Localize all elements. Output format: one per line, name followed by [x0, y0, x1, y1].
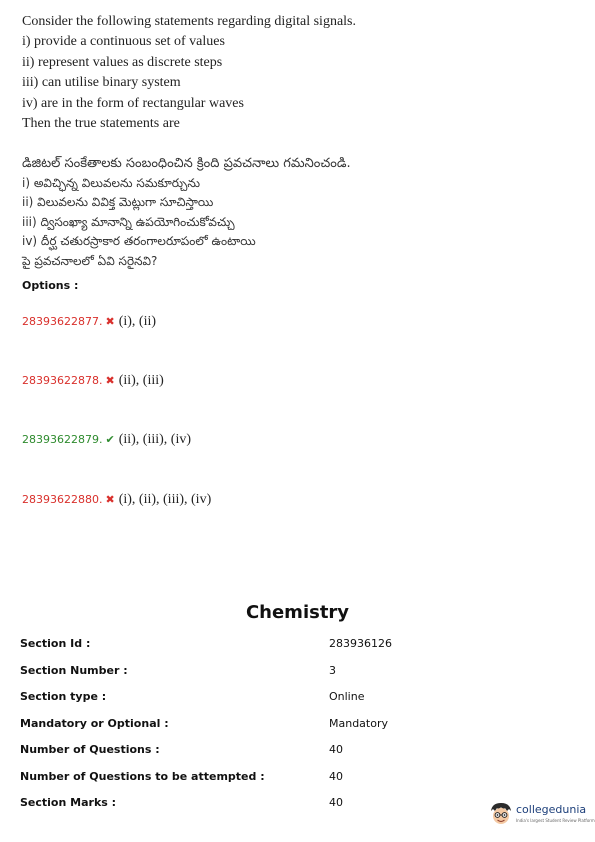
logo-tagline: India's largest Student Review Platform — [516, 818, 595, 823]
cross-icon: ✖ — [105, 374, 115, 387]
option-text: (i), (ii) — [118, 314, 157, 329]
option-text: (ii), (iii), (iv) — [118, 432, 192, 447]
option-id: 28393622877. — [22, 315, 103, 328]
question-line: Then the true statements are — [22, 116, 180, 132]
question-line: i) అవిచ్ఛిన్న విలువలను సమకూర్చును — [22, 175, 200, 190]
option-id: 28393622878. — [22, 374, 103, 387]
info-key: Section Marks : — [20, 796, 117, 809]
question-text-english — [22, 12, 356, 134]
option-4[interactable] — [22, 490, 211, 508]
info-value: 283936126 — [329, 637, 392, 650]
option-id: 28393622879. — [22, 433, 103, 446]
section-info-row — [20, 717, 580, 733]
info-value: 40 — [329, 796, 343, 809]
section-title: Chemistry — [245, 602, 350, 623]
question-line: పై ప్రవచనాలలో ఏవి సరైనవి? — [22, 253, 158, 268]
section-info-row — [20, 690, 580, 706]
section-info-row — [20, 637, 580, 653]
info-value: 40 — [329, 770, 343, 783]
info-value: Mandatory — [329, 717, 389, 730]
question-line: ii) represent values as discrete steps — [22, 54, 223, 70]
question-line: iii) can utilise binary system — [22, 75, 181, 91]
option-text: (i), (ii), (iii), (iv) — [118, 492, 212, 507]
question-text-telugu — [22, 154, 351, 271]
question-line: i) provide a continuous set of values — [22, 34, 225, 50]
info-value: 3 — [329, 664, 336, 677]
option-id: 28393622880. — [22, 493, 103, 506]
option-2[interactable] — [22, 371, 164, 389]
info-value: Online — [329, 690, 365, 703]
info-key: Mandatory or Optional : — [20, 717, 169, 730]
question-line: iv) are in the form of rectangular waves — [22, 95, 244, 111]
question-line: డిజిటల్ సంకేతాలకు సంబంధించిన క్రింది ప్రవచనాలు గమనించండి. — [22, 156, 351, 171]
question-line: iii) ద్విసంఖ్యా మానాన్ని ఉపయోగించుకోవచ్చు — [22, 214, 235, 229]
info-key: Section Id : — [20, 637, 91, 650]
cross-icon: ✖ — [105, 493, 115, 506]
question-line: ii) విలువలను వివిక్త మెట్లుగా సూచిస్తాయి — [22, 195, 214, 209]
collegedunia-logo — [488, 799, 595, 829]
option-text: (ii), (iii) — [118, 373, 164, 388]
section-info-row — [20, 743, 580, 759]
question-line: Consider the following statements regarding digital signals. — [22, 14, 356, 29]
info-key: Section type : — [20, 690, 107, 703]
options-label: Options : — [22, 279, 79, 292]
check-icon: ✔ — [105, 433, 115, 446]
info-value: 40 — [329, 743, 343, 756]
section-info-row — [20, 664, 580, 680]
option-3[interactable] — [22, 430, 191, 448]
logo-brand-text: collegedunia — [516, 803, 587, 816]
info-key: Section Number : — [20, 664, 128, 677]
info-key: Number of Questions : — [20, 743, 160, 756]
option-1[interactable] — [22, 312, 156, 330]
info-key: Number of Questions to be attempted : — [20, 770, 265, 783]
mascot-icon — [488, 801, 514, 827]
cross-icon: ✖ — [105, 315, 115, 328]
section-info-row — [20, 770, 580, 786]
question-line: iv) దీర్ఘ చతురస్రాకార తరంగాలరూపంలో ఉంటాయి — [22, 234, 256, 248]
